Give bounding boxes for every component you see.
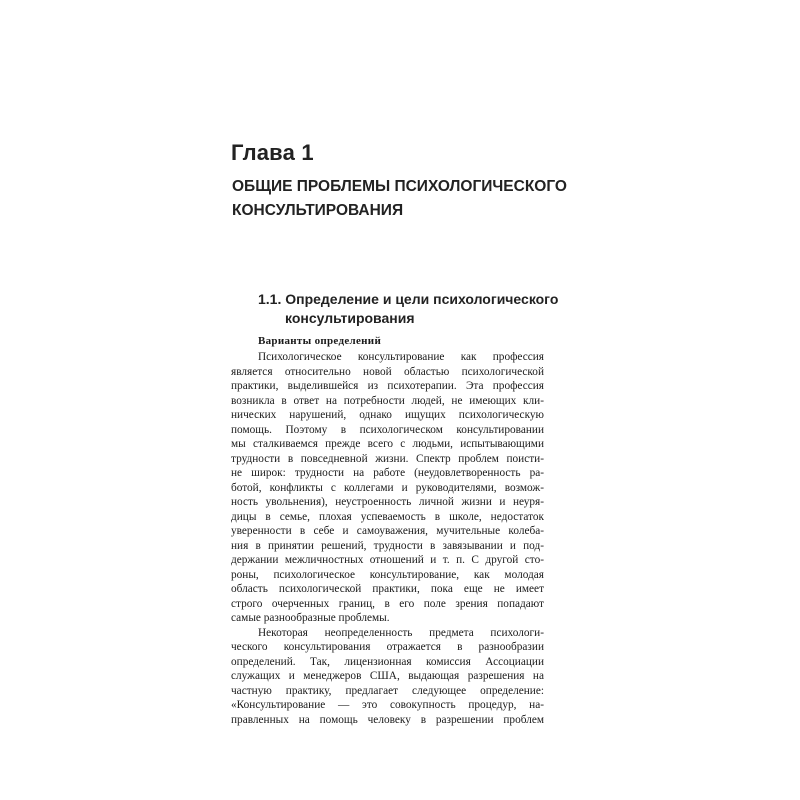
text-line: определений. Так, лицензионная комиссия Ассоциации (231, 655, 544, 668)
text-line: уверенности в себе и самоуважения, мучительные колеба- (231, 525, 544, 537)
text-line: область психологической практики, пока еще не имеет (231, 583, 544, 595)
text-line: не широк: трудности на работе (неудовлетворенность ра- (231, 467, 544, 479)
section-title-line: 1.1. Определение и цели психологического (258, 291, 559, 307)
text-line: трудности в повседневной жизни. Спектр проблем поисти- (231, 452, 544, 465)
text-line: дицы в семье, плохая успеваемость в школе, недостаток (231, 510, 544, 523)
text-line: правленных на помощь человеку в разрешении проблем (231, 713, 544, 726)
text-line: частную практику, предлагает следующее определение: (231, 684, 544, 697)
text-line: Психологическое консультирование как профессия (258, 351, 544, 363)
text-line: является относительно новой областью психологической (231, 365, 544, 378)
section-title (258, 290, 559, 328)
text-line: ния в принятии решений, трудности в завязывании и под- (231, 539, 544, 552)
paragraph-1 (231, 350, 544, 626)
text-line: ческого консультирования отражается в разнообразии (231, 641, 544, 653)
chapter-title-line: ОБЩИЕ ПРОБЛЕМЫ ПСИХОЛОГИЧЕСКОГО (232, 178, 567, 195)
subheading: Варианты определений (258, 335, 382, 347)
section-title-line: консультирования (285, 310, 415, 326)
text-line: возникла в ответ на потребности людей, не имеющих кли- (231, 394, 544, 407)
text-line: мы сталкиваемся прежде всего с людьми, испытывающими (231, 438, 544, 450)
text-line: практики, выделившейся из психотерапии. Эта профессия (231, 380, 544, 392)
body-text (231, 350, 544, 727)
text-line: ботой, конфликты с коллегами и руководителями, возмож- (231, 481, 544, 494)
chapter-title (232, 175, 567, 223)
paragraph-2 (231, 626, 544, 728)
text-line: «Консультирование — это совокупность процедур, на- (231, 699, 544, 711)
text-line: держании межличностных отношений и т. п. С другой сто- (231, 554, 544, 566)
text-line: нических нарушений, однако ищущих психологическую (231, 409, 544, 421)
text-line: ность увольнения), неустроенность личной жизни и неуря- (231, 496, 544, 508)
chapter-label: Глава 1 (231, 140, 314, 165)
text-line: роны, психологическое консультирование, как молодая (231, 568, 544, 581)
text-line: помощь. Поэтому в психологическом консультировании (231, 423, 544, 436)
text-line: служащих и менеджеров США, выдающая разрешения на (231, 670, 544, 682)
text-line: самые разнообразные проблемы. (231, 612, 390, 624)
text-line: Некоторая неопределенность предмета психологи- (258, 626, 544, 639)
text-line: строго очерченных границ, в его поле зрения попадают (231, 597, 544, 610)
chapter-title-line: КОНСУЛЬТИРОВАНИЯ (232, 202, 404, 219)
